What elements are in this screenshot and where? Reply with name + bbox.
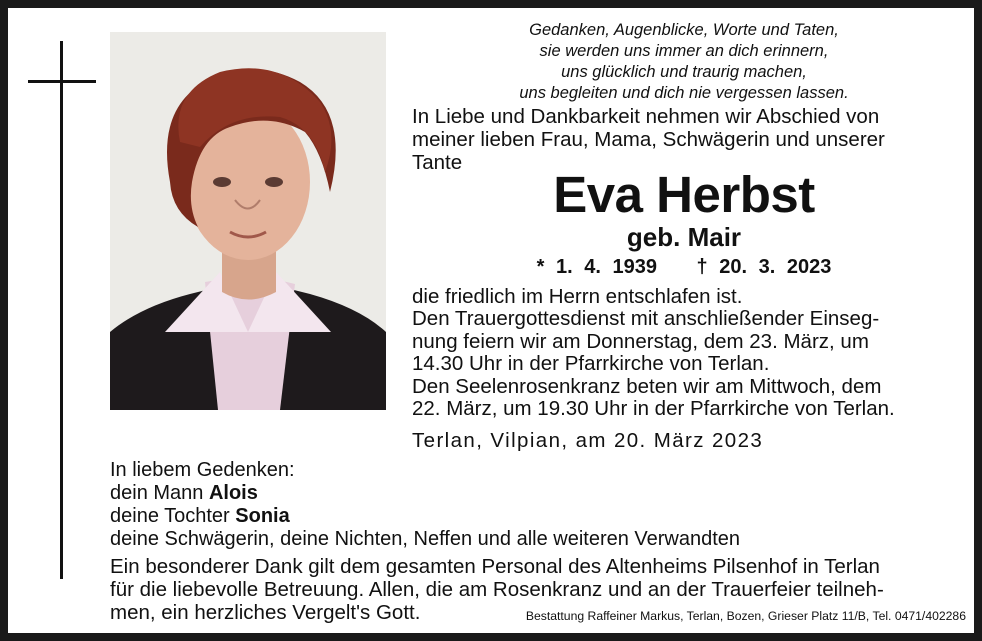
mourner-relation: deine Tochter <box>110 505 236 527</box>
mourners-heading: In liebem Gedenken: <box>110 459 295 481</box>
intro-line: meiner lieben Frau, Mama, Schwägerin und unserer <box>412 128 885 151</box>
body-line: die friedlich im Herrn entschlafen ist. <box>412 285 743 308</box>
maiden-name: geb. Mair <box>626 222 742 252</box>
thanks-line: Ein besonderer Dank gilt dem gesamten Personal des Altenheims Pilsenhof in Terlan <box>110 555 880 578</box>
mourner-relatives: deine Schwägerin, deine Nichten, Neffen und alle weiteren Verwandten <box>110 528 741 550</box>
cross-vertical-bar <box>60 41 63 579</box>
mourner-husband <box>110 482 740 505</box>
portrait-photo <box>110 32 386 410</box>
cross-horizontal-bar <box>28 80 96 83</box>
body-line: 14.30 Uhr in der Pfarrkirche von Terlan. <box>412 352 770 376</box>
death-date: † 20. 3. 2023 <box>696 256 832 278</box>
memorial-poem <box>412 20 956 104</box>
intro-line: In Liebe und Dankbarkeit nehmen wir Abschied von <box>412 105 880 128</box>
farewell-intro <box>412 105 956 174</box>
poem-line: Gedanken, Augenblicke, Worte und Taten, <box>529 21 839 39</box>
mourners-list <box>110 459 740 551</box>
mourner-name: Sonia <box>235 505 290 527</box>
mourner-daughter <box>110 505 740 528</box>
poem-line: uns glücklich und traurig machen, <box>561 63 807 81</box>
mourner-name: Alois <box>208 482 258 504</box>
mourner-relation: dein Mann <box>110 482 209 504</box>
poem-line: uns begleiten und dich nie vergessen lassen. <box>519 84 849 102</box>
body-line: 22. März, um 19.30 Uhr in der Pfarrkirche von Terlan. <box>412 397 895 421</box>
life-dates <box>412 255 956 279</box>
thanks-line: für die liebevolle Betreuung. Allen, die am Rosenkranz und an der Trauerfeier teilneh- <box>110 578 884 601</box>
body-line: Den Trauergottesdienst mit anschließender Einseg- <box>412 307 880 331</box>
thanks-line: men, ein herzliches Vergelt's Gott. <box>110 601 421 624</box>
portrait-illustration <box>110 32 386 410</box>
service-details <box>412 286 956 420</box>
birth-date: * 1. 4. 1939 <box>536 256 657 278</box>
intro-line: Tante <box>412 151 463 174</box>
funeral-home-credit: Bestattung Raffeiner Markus, Terlan, Bozen, Grieser Platz 11/B, Tel. 0471/402286 <box>525 609 966 623</box>
poem-line: sie werden uns immer an dich erinnern, <box>539 42 829 60</box>
body-line: nung feiern wir am Donnerstag, dem 23. März, um <box>412 329 869 353</box>
deceased-name: Eva Herbst <box>553 166 815 223</box>
place-and-date: Terlan, Vilpian, am 20. März 2023 <box>412 429 764 452</box>
body-line: Den Seelenrosenkranz beten wir am Mittwoch, dem <box>412 374 882 398</box>
